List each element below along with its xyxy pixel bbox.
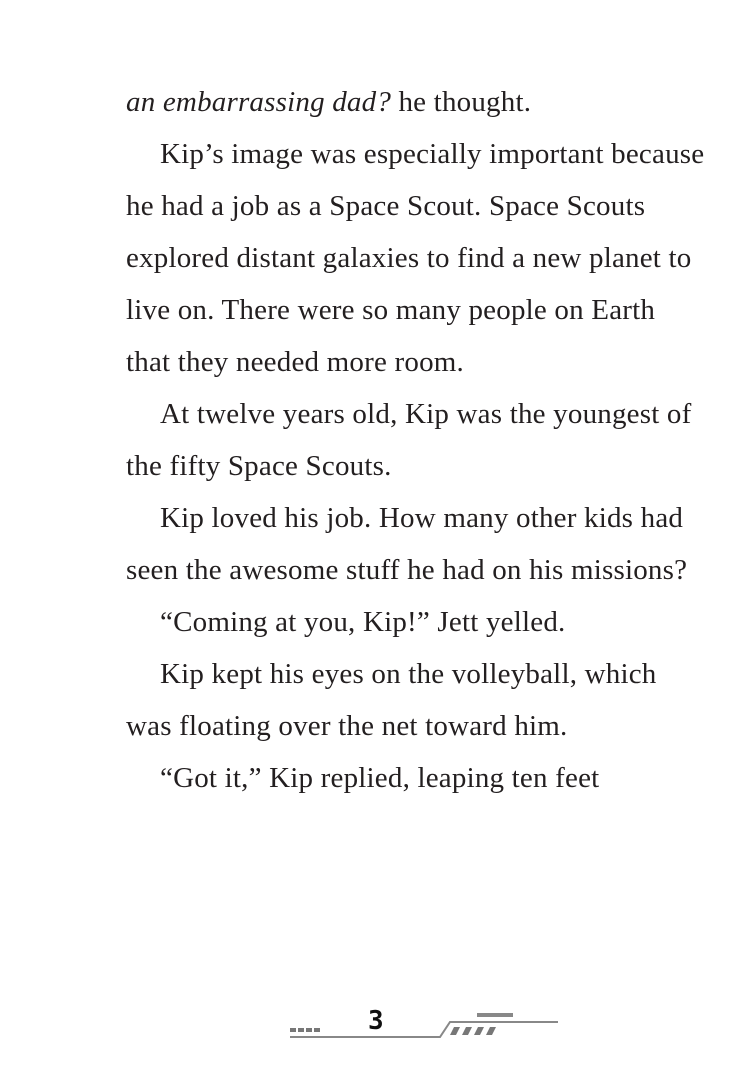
- paragraph: At twelve years old, Kip was the youngest of the fifty Space Scouts.: [126, 398, 692, 482]
- page-body-text: [126, 76, 706, 804]
- paragraph: Kip loved his job. How many other kids had seen the awesome stuff he had on his missions?: [126, 502, 688, 586]
- italic-thought: an embarrassing dad?: [126, 86, 392, 118]
- paragraph: Kip kept his eyes on the volleyball, which was floating over the net toward him.: [126, 658, 657, 742]
- paragraph: “Got it,” Kip replied, leaping ten feet: [160, 762, 600, 794]
- footer-hatches: [450, 1027, 496, 1035]
- page-number: 3: [368, 1006, 384, 1036]
- footer-rule: [290, 1022, 558, 1037]
- footer-bar: [477, 1013, 513, 1017]
- paragraph-continued: [126, 76, 706, 128]
- paragraph-text: he thought.: [391, 86, 532, 118]
- footer-tick-marks: [290, 1028, 320, 1032]
- paragraph: Kip’s image was especially important because he had a job as a Space Scout. Space Scouts explored distant galaxies to find a new planet to live on. There were so many people on Earth that they needed more room.: [126, 138, 705, 378]
- paragraph: “Coming at you, Kip!” Jett yelled.: [160, 606, 566, 638]
